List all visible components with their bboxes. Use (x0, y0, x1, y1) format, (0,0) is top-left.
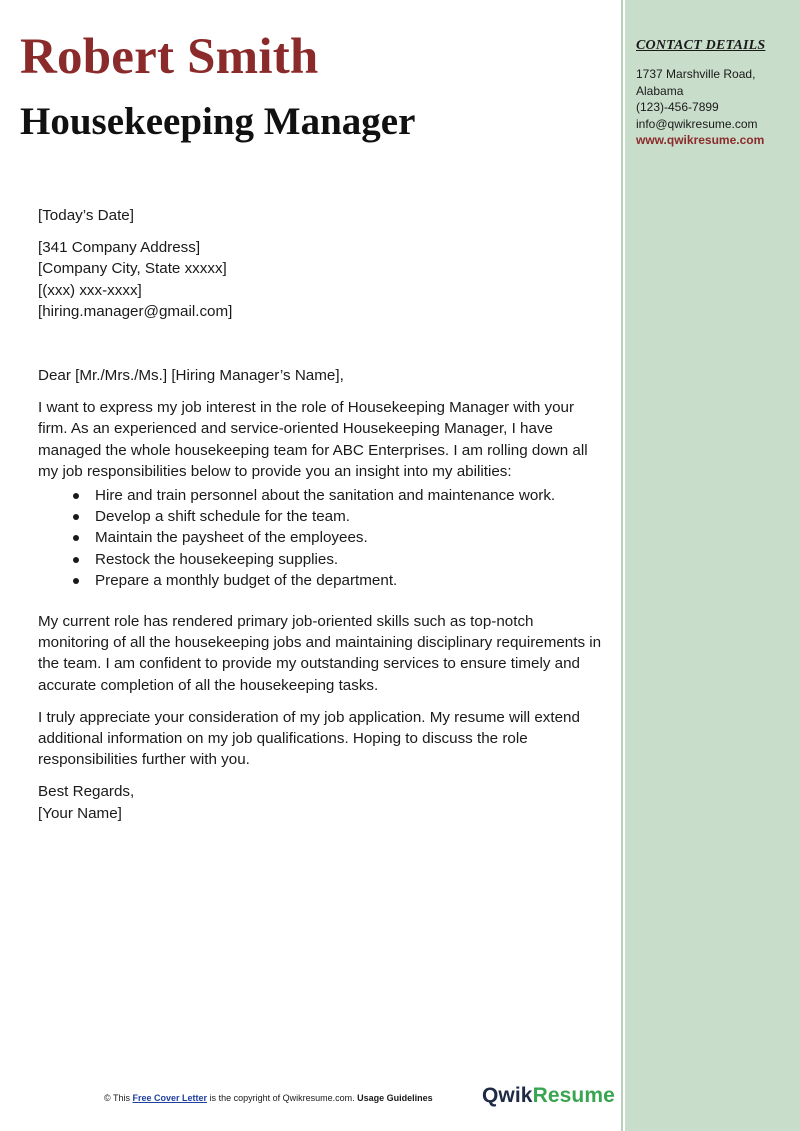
salutation: Dear [Mr./Mrs./Ms.] [Hiring Manager’s Name], (38, 367, 344, 385)
closing-paragraph: I truly appreciate your consideration of my job application. My resume will extend additional information on my job qualifications. Hoping to discuss the role responsibilities further with you. (38, 708, 580, 769)
list-item: Prepare a monthly budget of the department. (38, 570, 602, 591)
skills-paragraph: My current role has rendered primary job-oriented skills such as top-notch monitoring of all the housekeeping jobs and maintaining disciplinary requirements in the team. I am confident to provide my outstanding services to ensure timely and accurate completion of all the housekeeping tasks. (38, 613, 602, 694)
recipient-address (38, 237, 602, 322)
contact-address-line1: 1737 Marshville Road, (636, 67, 756, 81)
recipient-line: [341 Company Address] (38, 239, 201, 257)
letter-date: [Today’s Date] (38, 207, 134, 224)
usage-guidelines-link[interactable]: Usage Guidelines (357, 1093, 433, 1103)
list-item: Restock the housekeeping supplies. (38, 549, 602, 570)
sidebar-divider (621, 0, 623, 1131)
logo-part-qwik: Qwik (482, 1084, 533, 1107)
list-item: Develop a shift schedule for the team. (38, 506, 602, 527)
list-item: Hire and train personnel about the sanitation and maintenance work. (38, 485, 602, 506)
contact-heading: CONTACT DETAILS (636, 38, 766, 53)
letter-body (38, 205, 602, 824)
contact-phone: (123)-456-7899 (636, 100, 719, 115)
recipient-line: [Company City, State xxxxx] (38, 260, 227, 278)
job-title: Housekeeping Manager (20, 100, 416, 143)
recipient-line: [hiring.manager@gmail.com] (38, 302, 233, 320)
intro-paragraph: I want to express my job interest in the role of Housekeeping Manager with your firm. As an experienced and service-oriented Housekeeping Manager, I have managed the whole housekeeping team for ABC Enterprises. I am rolling down all my job responsibilities below to provide you an insight into my abilities: (38, 399, 588, 480)
contact-details (636, 66, 796, 149)
contact-sidebar (625, 0, 800, 1131)
responsibilities-list (38, 485, 602, 591)
contact-email: info@qwikresume.com (636, 116, 758, 131)
qwikresume-logo (482, 1084, 615, 1108)
contact-address-line2: Alabama (636, 83, 684, 98)
copyright-icon: © (104, 1093, 111, 1103)
contact-website-link[interactable]: www.qwikresume.com (636, 133, 765, 148)
candidate-name: Robert Smith (20, 29, 319, 85)
footer-prefix: This (112, 1093, 130, 1103)
signature: [Your Name] (38, 804, 122, 822)
list-item: Maintain the paysheet of the employees. (38, 527, 602, 548)
copyright-footer (104, 1093, 433, 1103)
footer-middle: is the copyright of Qwikresume.com. (209, 1093, 355, 1103)
recipient-line: [(xxx) xxx-xxxx] (38, 281, 142, 299)
closing-salutation: Best Regards, (38, 783, 135, 801)
free-cover-letter-link[interactable]: Free Cover Letter (132, 1093, 208, 1103)
logo-part-resume: Resume (532, 1084, 615, 1107)
